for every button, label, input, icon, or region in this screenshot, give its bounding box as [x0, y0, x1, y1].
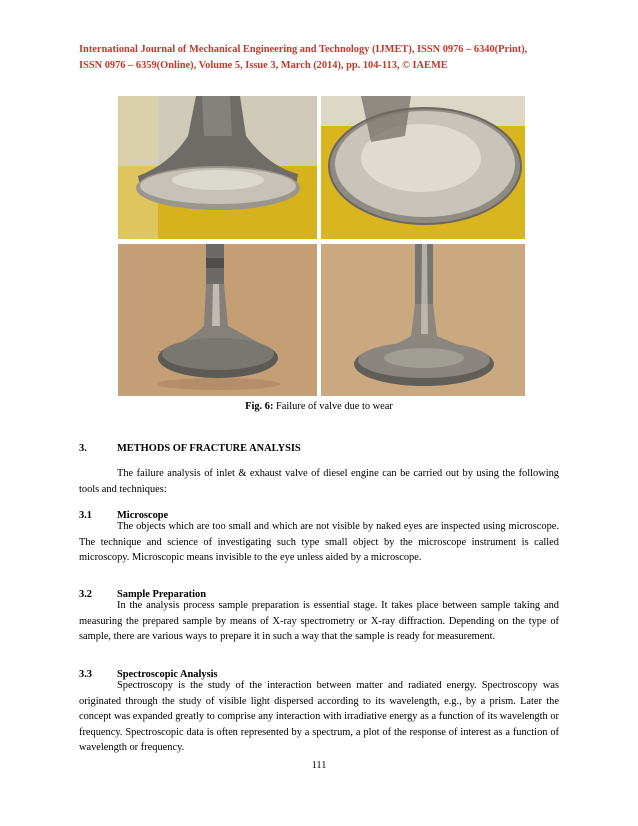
subsection-title: Microscope [117, 510, 169, 521]
figure-caption [0, 401, 638, 412]
subsection-number: 3.2 [79, 589, 92, 600]
subsection-3-3-text: Spectroscopy is the study of the interaction between matter and radiated energy. Spectroscopy was originated through the study of visible light dispersed according to its wavelength, e.g., by a prism. Later the concept was expanded greatly to comprise any interaction with irradiative energy as a function of its wavelength or frequency. Spectroscopic data is often represented by a spectrum, a plot of the response of interest as a function of wavelength or frequency. [79, 680, 559, 754]
section-3-intro: The failure analysis of inlet & exhaust valve of diesel engine can be carried out by using the following tools and techniques: [79, 468, 559, 495]
header-line-2: ISSN 0976 – 6359(Online), Volume 5, Issue 3, March (2014), pp. 104-113, © IAEME [79, 60, 448, 71]
subsection-3-1-text: The objects which are too small and which are not visible by naked eyes are inspected using microscope. The technique and science of investigating such type small object by the microscope instrument is called microscopy. Microscopic means invisible to the eye unless aided by a microscope. [79, 521, 559, 564]
journal-header [79, 42, 559, 74]
subsection-3-2-text: In the analysis process sample preparation is essential stage. It takes place between sample taking and measuring the prepared sample by means of X-ray spectrometry or X-ray diffraction. Depending on the type of sample, there are various ways to prepare it in such a way that the sample is ready for measurement. [79, 600, 559, 643]
header-line-1: International Journal of Mechanical Engineering and Technology (IJMET), ISSN 0976 – 6340(Print), [79, 44, 528, 55]
valve-photo-bottom-left [118, 244, 317, 396]
subsection-title: Sample Preparation [117, 589, 206, 600]
valve-photo-top-right [321, 96, 525, 239]
valve-photo-grid [118, 96, 525, 396]
figure-label: Fig. 6: [245, 401, 274, 412]
figure-caption-text: Failure of valve due to wear [273, 401, 393, 412]
page-number: 111 [311, 760, 327, 771]
subsection-title: Spectroscopic Analysis [117, 669, 218, 680]
valve-photo-top-left [118, 96, 317, 239]
section-title: METHODS OF FRACTURE ANALYSIS [117, 443, 301, 454]
subsection-number: 3.3 [79, 669, 92, 680]
subsection-number: 3.1 [79, 510, 92, 521]
section-number: 3. [79, 443, 87, 454]
section-3-heading [79, 441, 559, 457]
valve-photo-bottom-right [321, 244, 525, 396]
